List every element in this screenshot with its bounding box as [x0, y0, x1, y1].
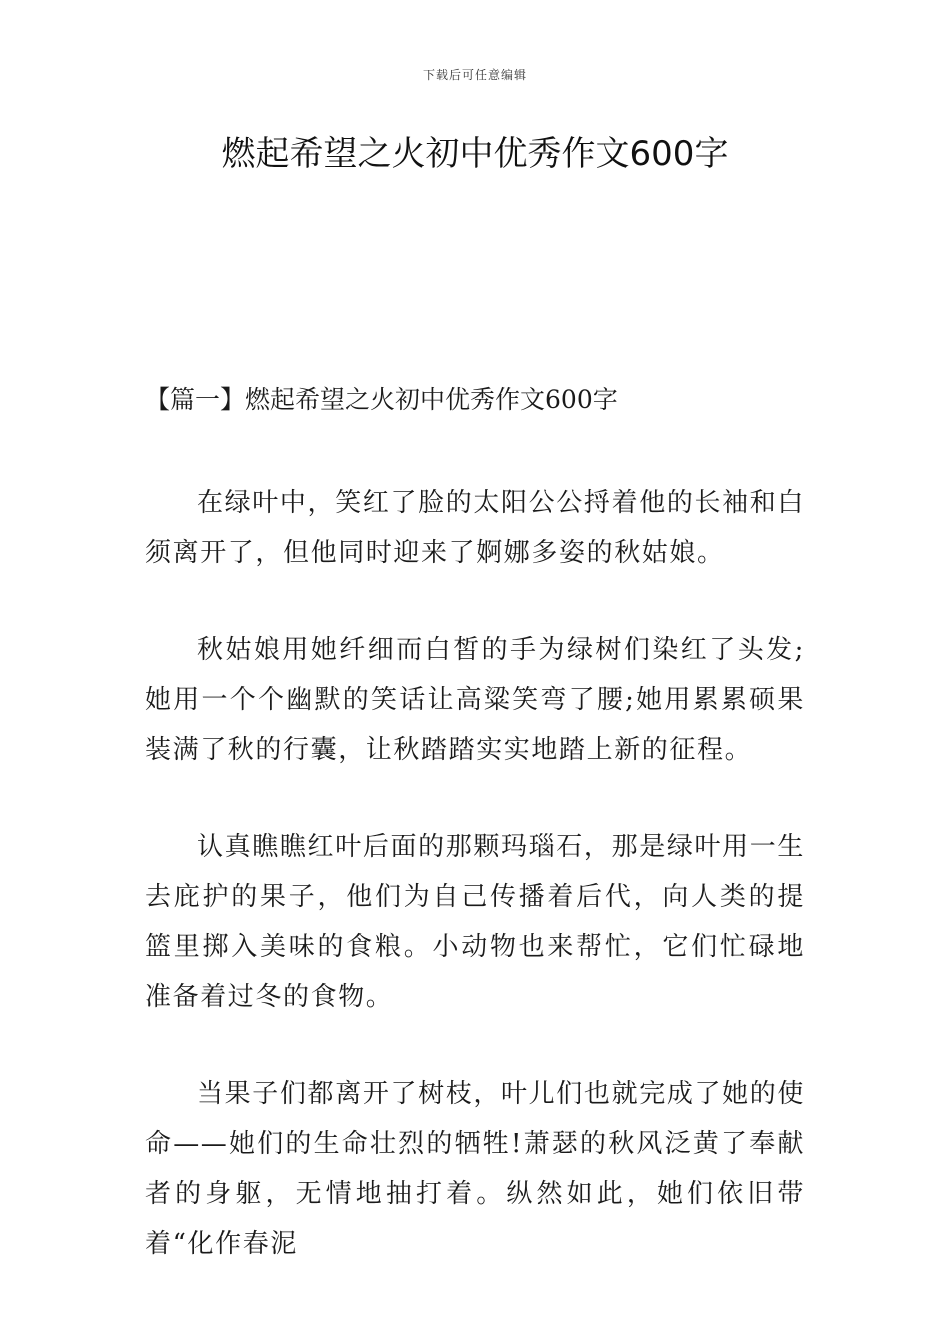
paragraph-4: 当果子们都离开了树枝，叶儿们也就完成了她的使命——她们的生命壮烈的牺牲!萧瑟的秋风泛黄了奉献者的身躯，无情地抽打着。纵然如此，她们依旧带着“化作春泥: [145, 1079, 805, 1259]
paragraph-1: 在绿叶中，笑红了脸的太阳公公捋着他的长袖和白须离开了，但他同时迎来了婀娜多姿的秋姑娘。: [145, 488, 805, 568]
paragraph-3: 认真瞧瞧红叶后面的那颗玛瑙石，那是绿叶用一生去庇护的果子，他们为自己传播着后代，向人类的提篮里掷入美味的食粮。小动物也来帮忙，它们忙碌地准备着过冬的食物。: [145, 832, 805, 1012]
section-heading: 【篇一】燃起希望之火初中优秀作文600字: [145, 385, 618, 414]
document-body: [145, 478, 805, 1316]
document-title: 燃起希望之火初中优秀作文600字: [221, 134, 729, 174]
paragraph-2: 秋姑娘用她纤细而白皙的手为绿树们染红了头发;她用一个个幽默的笑话让高粱笑弯了腰;她用累累硕果装满了秋的行囊，让秋踏踏实实地踏上新的征程。: [145, 635, 805, 765]
header-note: 下载后可任意编辑: [422, 68, 527, 82]
